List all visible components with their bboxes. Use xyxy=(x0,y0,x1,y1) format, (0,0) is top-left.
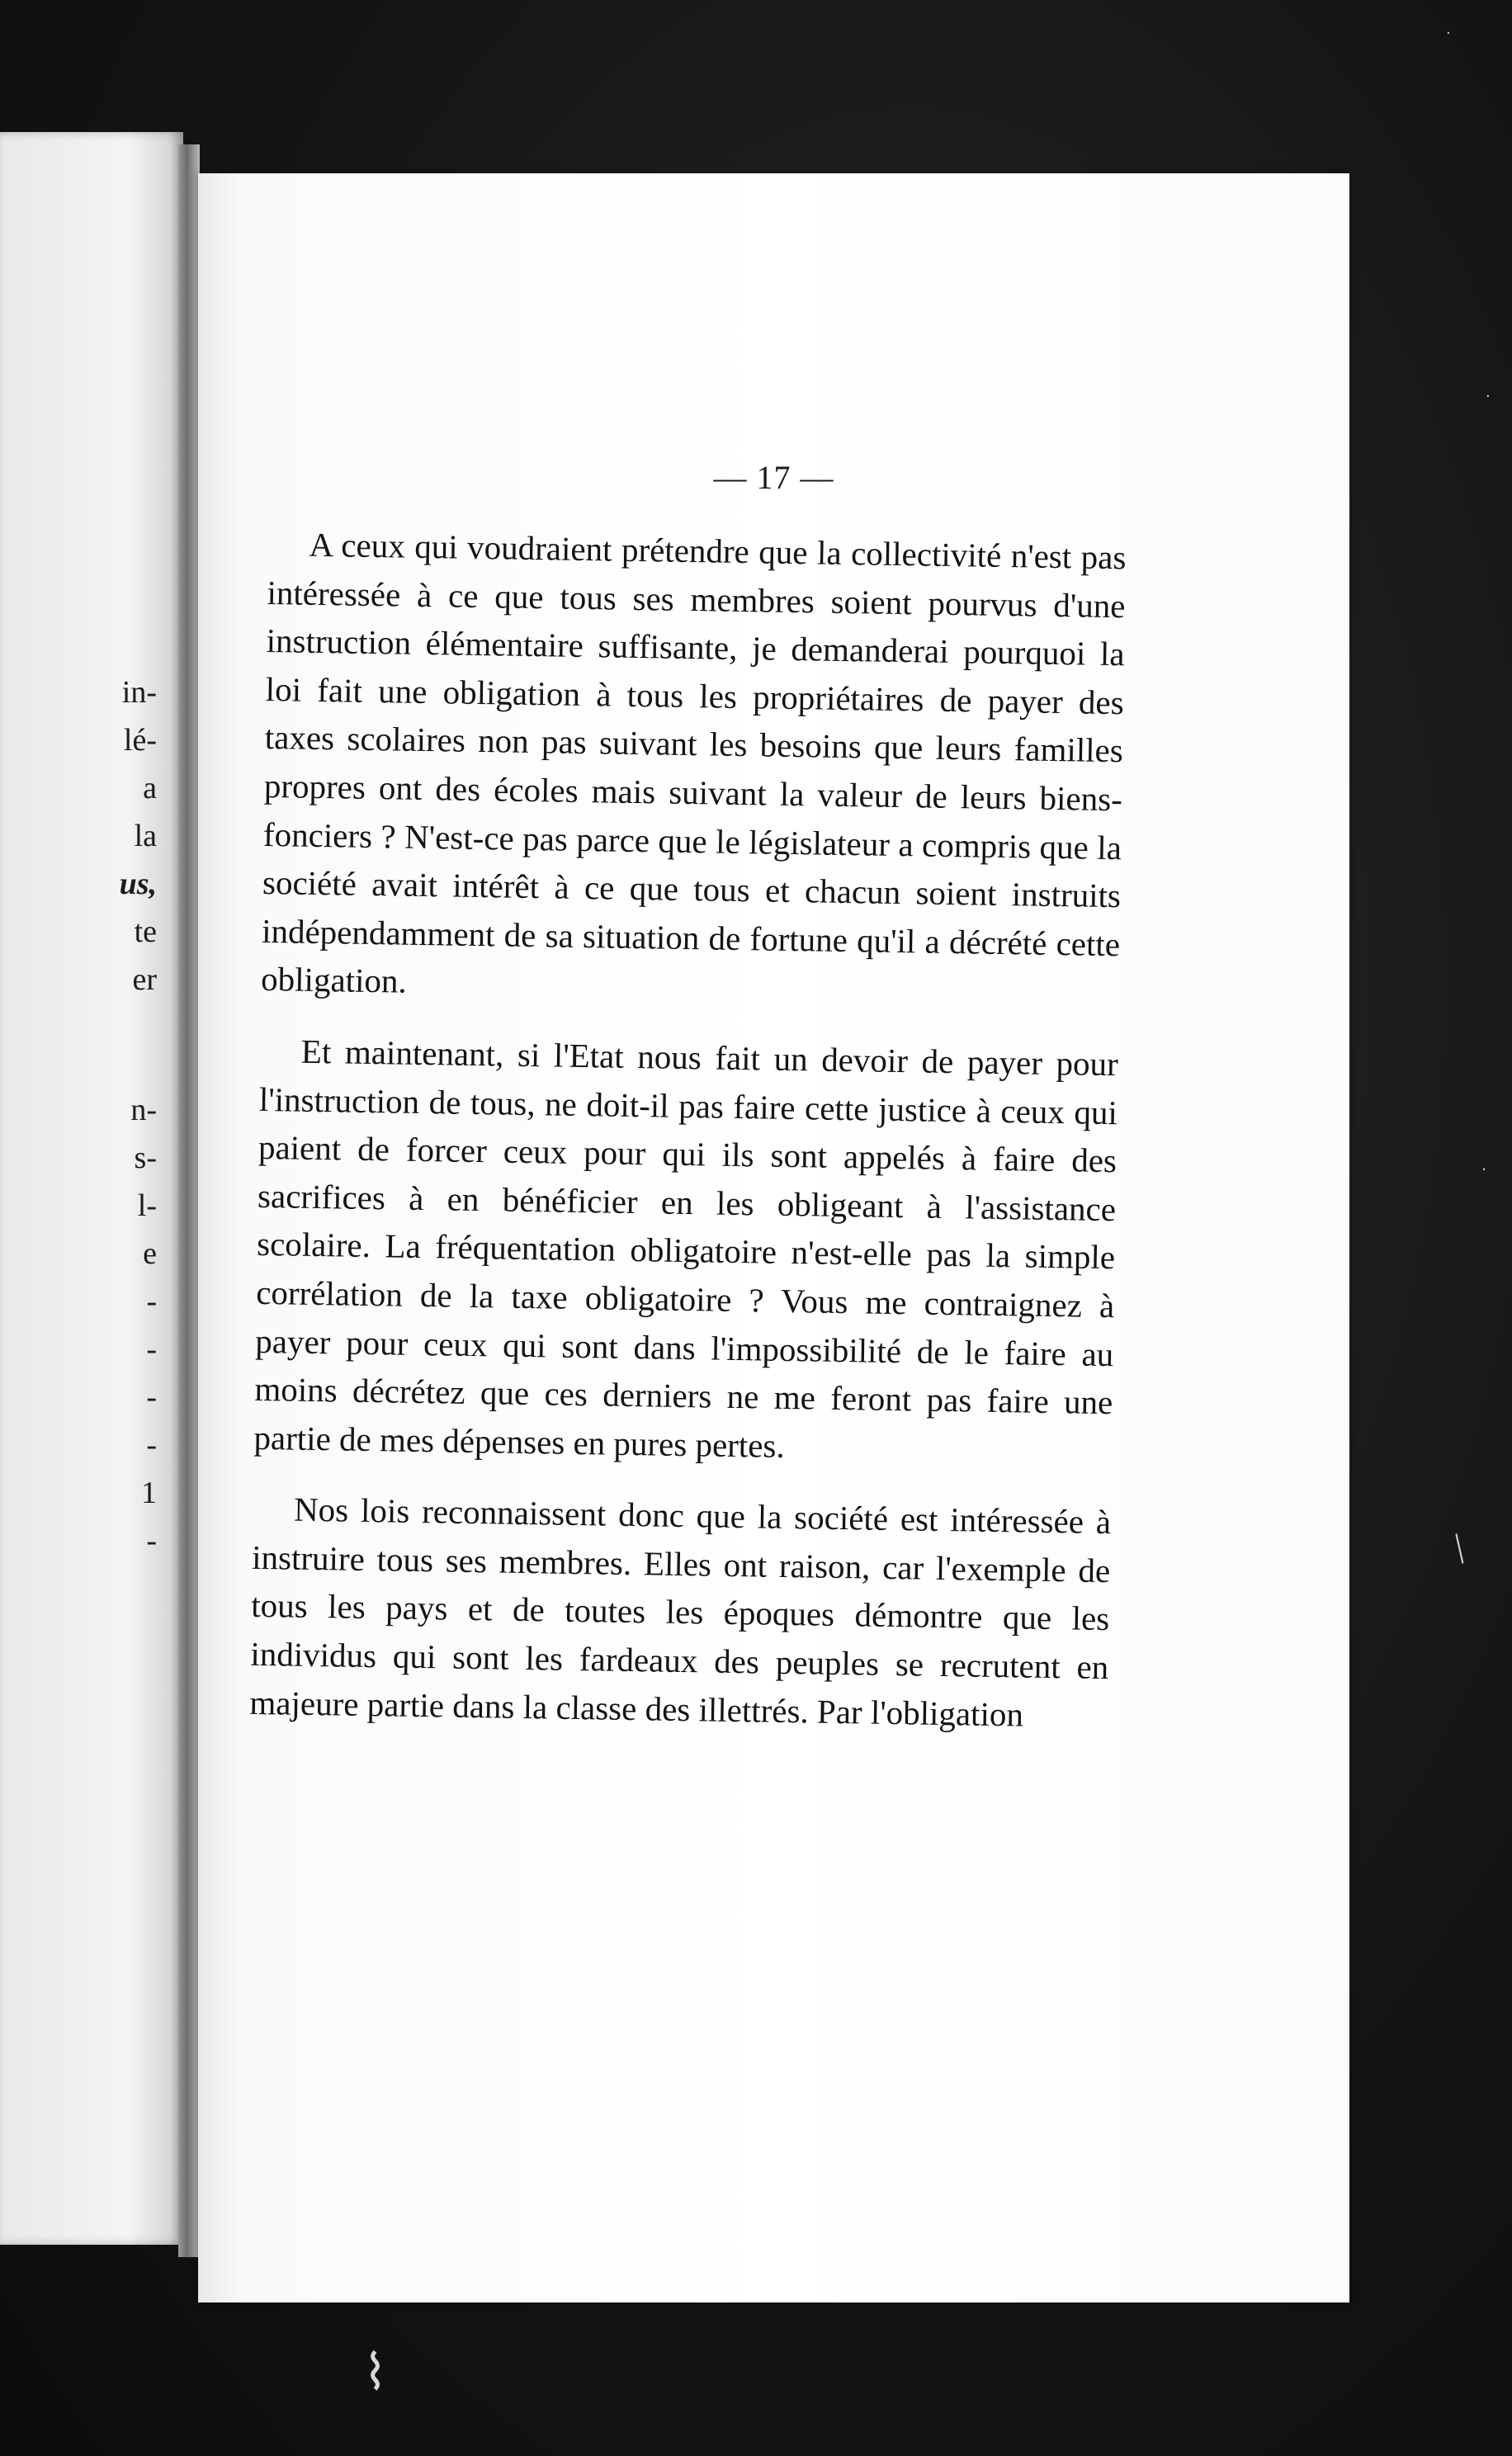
body-text xyxy=(249,520,1127,1763)
left-fragment: - xyxy=(146,1523,157,1558)
left-fragment: n- xyxy=(130,1093,157,1127)
left-fragment: te xyxy=(134,914,157,949)
dust-speck: · xyxy=(1481,1160,1487,1179)
paragraph: A ceux qui voudraient prétendre que la collectivité n'est pas intéressée à ce que tous ses membres soient pourvus d'une instruction élémentaire suffisante, je demanderai pourquoi la loi fait une obligation à tous les propriétaires de payer des taxes scolaires non pas suivant les besoins que leurs familles propres ont des écoles mais suivant la valeur de leurs biens-fonciers ? N'est-ce pas parce que le législateur a compris que la société avait intérêt à ce que tous et chacun soient instruits indépendamment de sa situation de fortune qu'il a décrété cette obligation. xyxy=(260,525,1127,1001)
left-fragment: - xyxy=(146,1284,157,1319)
paragraph: Nos lois reconnaissent donc que la société est intéressée à instruire tous ses membres. Elles ont raison, car l'exemple de tous les pays et de toutes les époques démontre que les individus qui sont les fardeaux des peuples se recrutent en majeure partie dans la classe des illettrés. Par l'obligation xyxy=(249,1490,1112,1734)
left-fragment: lé- xyxy=(123,723,157,758)
left-page-text-fragments xyxy=(0,668,165,1565)
left-fragment-gap xyxy=(0,1004,165,1086)
left-fragment: er xyxy=(132,962,157,997)
left-fragment: - xyxy=(146,1380,157,1415)
film-scratch: ⌇ xyxy=(363,2344,388,2402)
dust-speck: · xyxy=(1446,25,1451,42)
main-page xyxy=(198,173,1349,2302)
dust-speck: · xyxy=(1486,388,1491,405)
left-fragment: - xyxy=(146,1332,157,1367)
page-number: — 17 — xyxy=(713,459,834,496)
left-fragment: us, xyxy=(119,867,157,901)
left-fragment: s- xyxy=(134,1141,157,1175)
paragraph: Et maintenant, si l'Etat nous fait un devoir de payer pour l'instruction de tous, ne doit-il pas faire cette justice à ceux qui paient de forcer ceux pour qui ils sont appelés à faire des sacrifices à en bénéficier en les obligeant à l'assistance scolaire. La fréquentation obligatoire n'est-elle pas la simple corrélation de la taxe obligatoire ? Vous me contraignez à payer pour ceux qui sont dans l'impossibilité de le faire au moins décrétez que ces derniers ne me feront pas faire une partie de mes dépenses en pures pertes. xyxy=(253,1032,1119,1465)
left-fragment: - xyxy=(146,1428,157,1462)
left-fragment: la xyxy=(134,819,157,853)
dust-speck: ╱ xyxy=(1445,1533,1474,1564)
book-gutter xyxy=(178,144,200,2257)
left-facing-page xyxy=(0,132,183,2245)
left-fragment: e xyxy=(143,1236,157,1271)
left-fragment: a xyxy=(143,771,157,805)
left-fragment: 1 xyxy=(141,1476,157,1510)
left-fragment: in- xyxy=(121,675,157,710)
left-fragment: l- xyxy=(137,1188,157,1223)
